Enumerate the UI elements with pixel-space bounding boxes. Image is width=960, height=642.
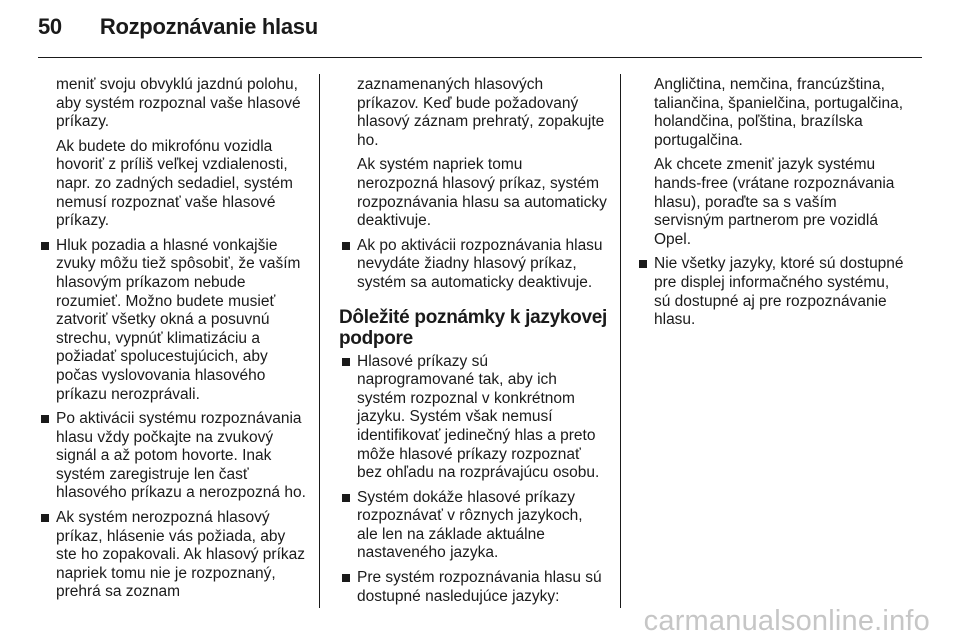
list-item-text: Ak po aktivácii rozpoznávania hlasu nevydáte žiadny hlasový príkaz, systém sa automaticky deaktivuje. [357, 236, 603, 291]
list-item-text: Nie všetky jazyky, ktoré sú dostupné pre displej informačného systému, sú dostupné aj pre rozpoznávanie hlasu. [654, 255, 904, 329]
square-bullet-icon [342, 574, 350, 582]
list-item-text: Po aktivácii systému rozpoznávania hlasu vždy počkajte na zvukový signál a až potom hovorte. Inak systém zaregistruje len časť hlasového príkazu a nerozpozná ho. [56, 410, 306, 502]
column-divider-2 [620, 74, 621, 608]
square-bullet-icon [639, 260, 647, 268]
page-title: Rozpoznávanie hlasu [99, 14, 318, 39]
list-item [339, 489, 607, 563]
column-1 [38, 76, 306, 608]
list-item-text: Hlasové príkazy sú naprogramované tak, aby ich systém rozpoznal v konkrétnom jazyku. Systém však nemusí identifikovať jedinečný hlas a preto môže hlasové príkazy rozpoznať bez ohľadu na rozprávajúcu osobu. [357, 352, 600, 482]
list-item [339, 569, 607, 606]
list-item-text: Hluk pozadia a hlasné vonkajšie zvuky môžu tiež spôsobiť, že vaším hlasovým príkazom nebude rozumieť. Možno budete musieť zatvoriť všetky okná a posuvnú strechu, vypnúť klimatizáciu a požiadať spolucestujúcich, aby počas vyslovovania hlasového príkazu nerozprávali. [56, 236, 301, 403]
header-divider [38, 57, 922, 58]
page-header [38, 14, 318, 54]
list-item [339, 353, 607, 483]
square-bullet-icon [342, 242, 350, 250]
square-bullet-icon [41, 242, 49, 250]
list-item [38, 237, 306, 404]
list-item-text: Systém dokáže hlasové príkazy rozpoznávať v rôznych jazykoch, ale len na základe aktuálne nastaveného jazyka. [357, 488, 583, 562]
column-divider-1 [319, 74, 320, 608]
paragraph: Ak chcete zmeniť jazyk systému hands-free (vrátane rozpoznávania hlasu), poraďte sa s vaším servisným partnerom pre vozidlá Opel. [654, 156, 895, 248]
watermark: carmanualsonline.info [643, 605, 930, 637]
square-bullet-icon [41, 415, 49, 423]
list-item [339, 237, 607, 293]
list-item [38, 410, 306, 503]
page-number: 50 [38, 14, 62, 39]
paragraph: meniť svoju obvyklú jazdnú polohu, aby systém rozpoznal vaše hlasové príkazy. [56, 76, 301, 131]
square-bullet-icon [41, 514, 49, 522]
paragraph: Ak budete do mikrofónu vozidla hovoriť z príliš veľkej vzdialenosti, napr. zo zadných sedadiel, systém nemusí rozpoznať vaše hlasové príkazy. [56, 137, 293, 230]
section-heading: Dôležité poznámky k jazykovej podpore [339, 306, 607, 349]
list-item [636, 255, 906, 329]
paragraph: Angličtina, nemčina, francúzština, taliančina, španielčina, portugalčina, holandčina, poľština, brazílska portugalčina. [654, 76, 904, 149]
paragraph: Ak systém napriek tomu nerozpozná hlasový príkaz, systém rozpoznávania hlasu sa automaticky deaktivuje. [357, 156, 607, 230]
square-bullet-icon [342, 358, 350, 366]
column-2 [339, 76, 607, 612]
column-3 [636, 76, 906, 336]
paragraph: zaznamenaných hlasových príkazov. Keď bude požadovaný hlasový záznam prehratý, zopakujte ho. [357, 76, 605, 149]
square-bullet-icon [342, 494, 350, 502]
list-item-text: Ak systém nerozpozná hlasový príkaz, hlásenie vás požiada, aby ste ho zopakovali. Ak hlasový príkaz napriek tomu nie je rozpoznaný, prehrá sa zoznam [56, 509, 305, 601]
list-item [38, 509, 306, 602]
list-item-text: Pre systém rozpoznávania hlasu sú dostupné nasledujúce jazyky: [357, 569, 602, 605]
